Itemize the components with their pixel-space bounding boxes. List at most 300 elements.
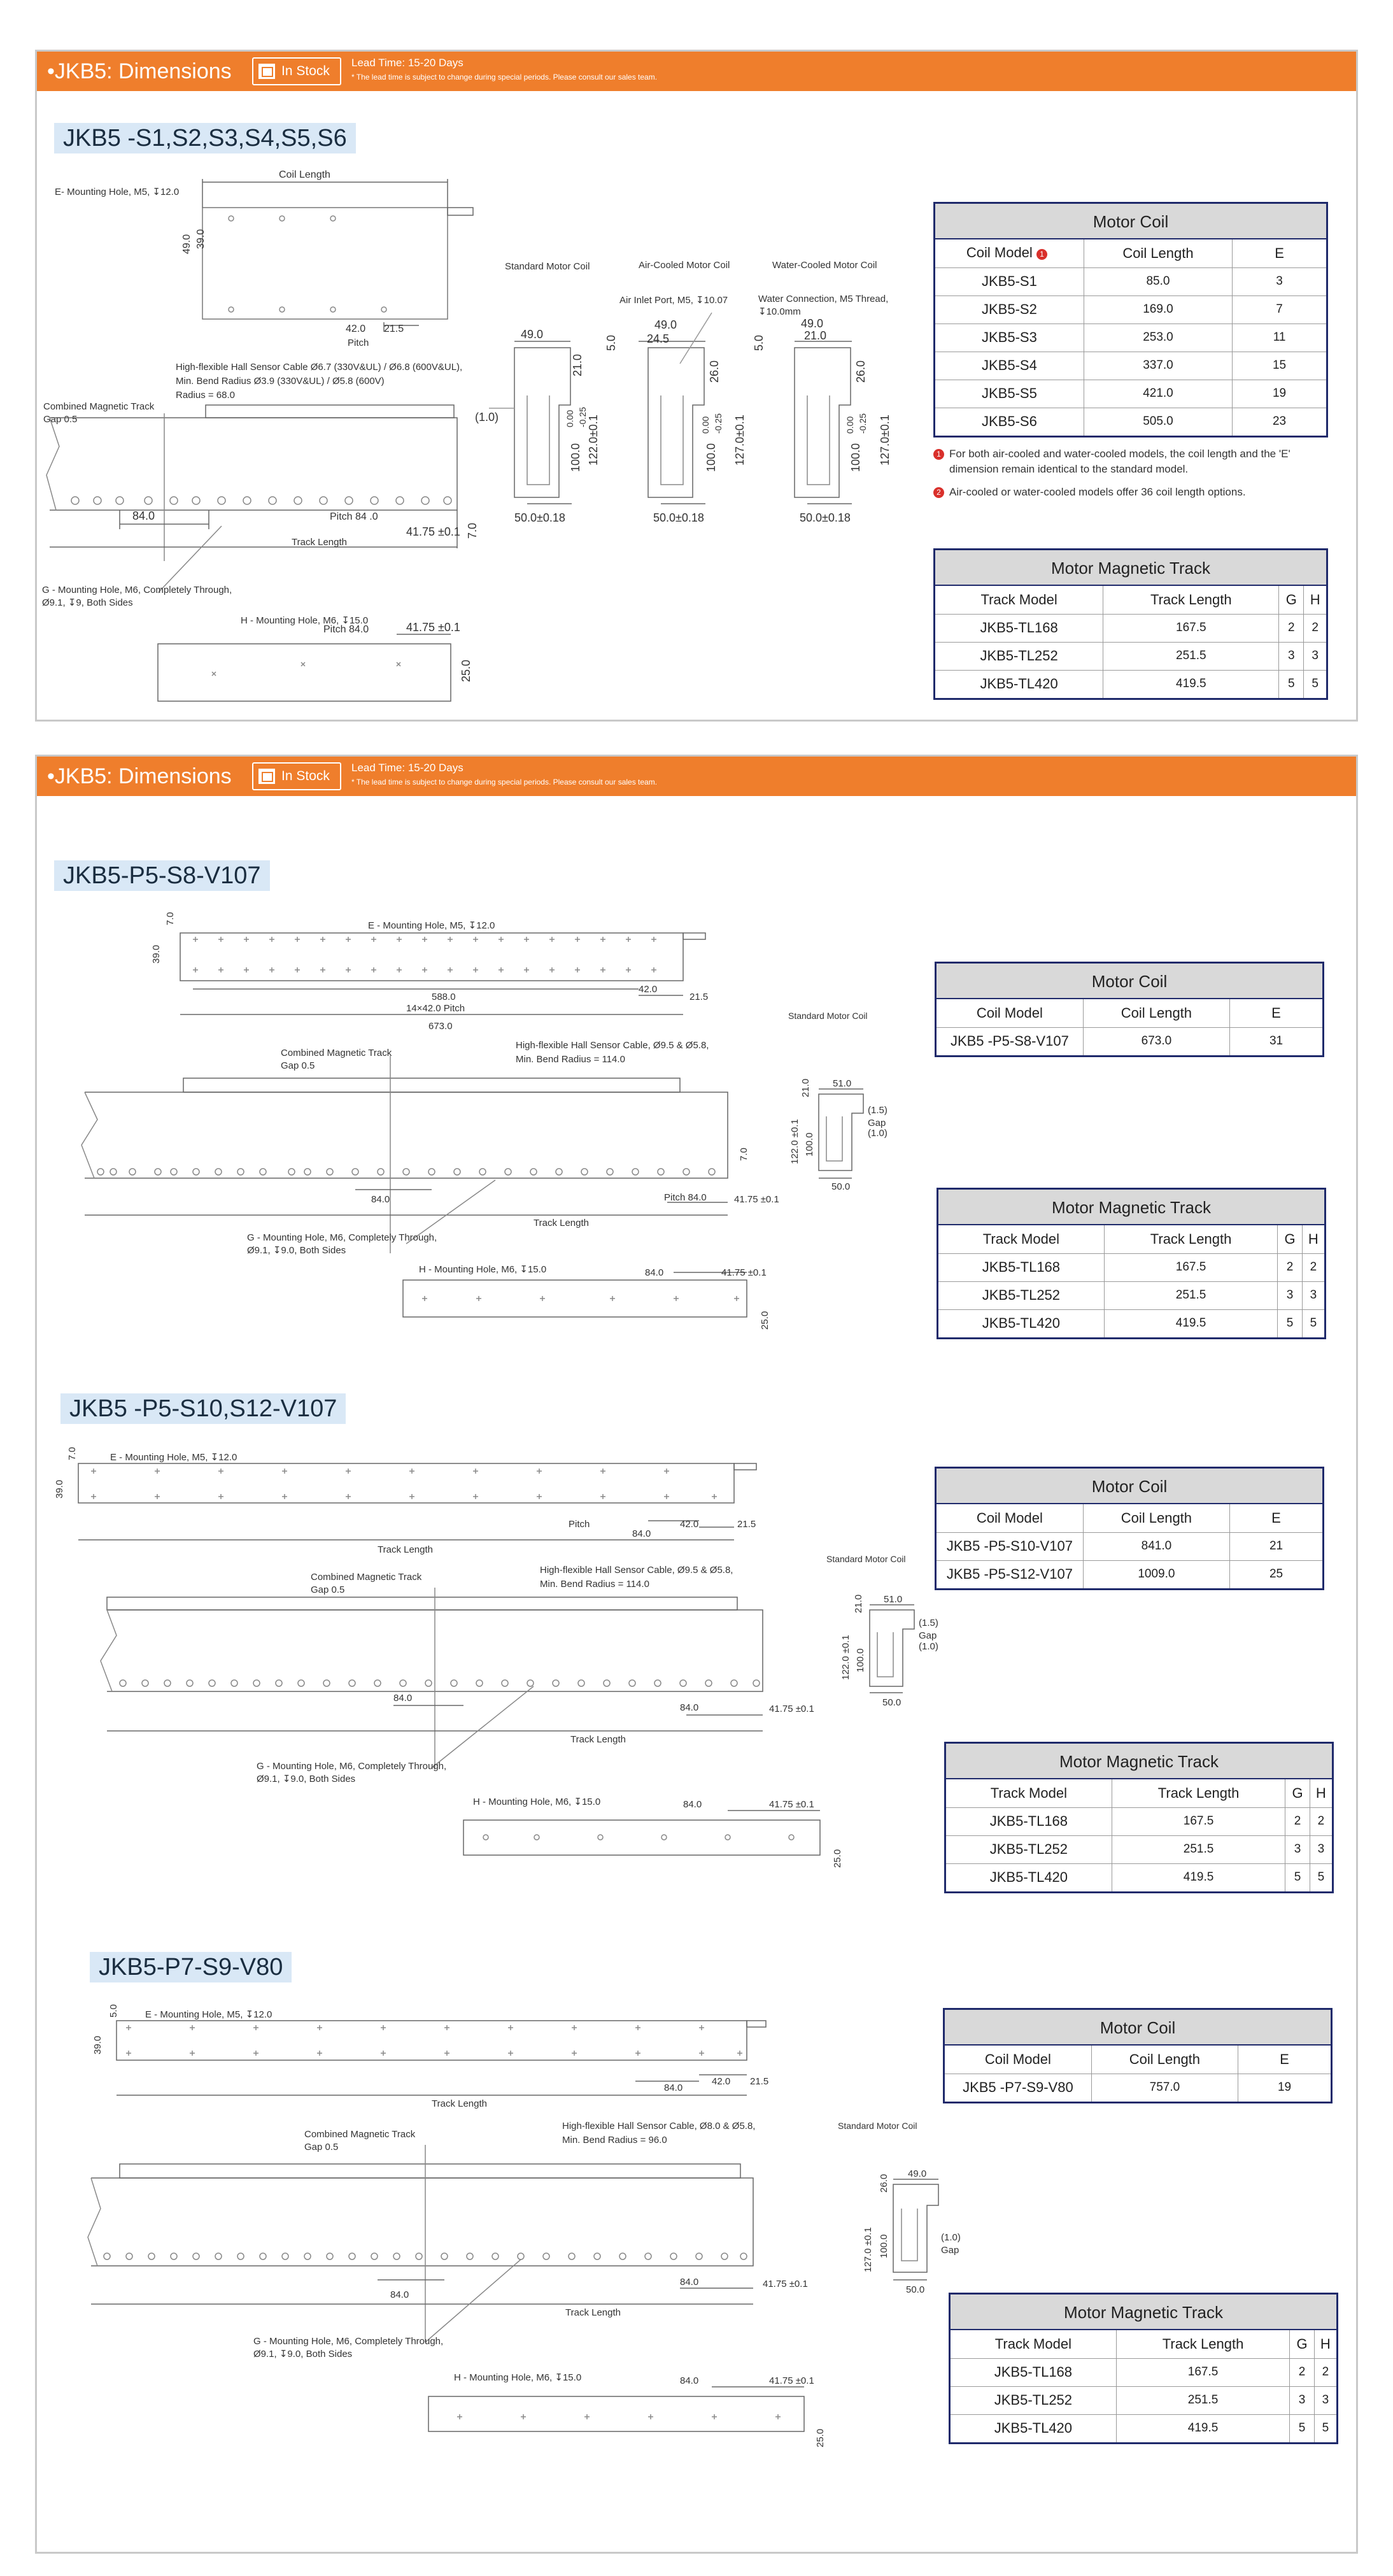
dim-label: Pitch 84 .0 [330, 511, 378, 522]
cell: 421.0 [1084, 380, 1232, 408]
dim-label: 5.0 [753, 334, 765, 351]
footnote-text: Air-cooled or water-cooled models offer 36 coil length options. [949, 486, 1246, 498]
drawing-p7-s9 [37, 1986, 961, 2546]
dim-label: (1.5) [868, 1105, 887, 1116]
cell: 3 [1304, 642, 1326, 670]
dim-label: 100.0 [879, 2234, 889, 2258]
table-row [935, 408, 1326, 436]
dim-label: 24.5 [647, 332, 670, 345]
dim-label: Track Length [292, 537, 347, 548]
dim-label: 84.0 [680, 1702, 699, 1713]
table-row [951, 2358, 1336, 2386]
section-title: •JKB5: Dimensions [47, 59, 232, 83]
cell: 5 [1279, 670, 1304, 698]
cell: 5 [1290, 2414, 1314, 2442]
motor-coil-table [943, 2008, 1333, 2103]
cell: 5 [1285, 1863, 1310, 1891]
header-cell: Coil Length [1091, 2046, 1238, 2074]
dim-label: 50.0 [831, 1181, 851, 1192]
dim-label: (1.5) [919, 1618, 938, 1628]
assembly-side-view [91, 2178, 753, 2266]
g-hole-note: Ø9.1, ↧9.0, Both Sides [253, 2349, 353, 2359]
dim-label: 5.0 [108, 2004, 119, 2017]
cross-section-std [819, 1089, 863, 1178]
g-hole-note: Ø9.1, ↧9.0, Both Sides [247, 1245, 346, 1256]
mounting-hole-e [126, 2025, 742, 2056]
section-title-std: Standard Motor Coil [826, 1554, 906, 1564]
table-row [946, 1807, 1332, 1835]
mounting-hole-e [91, 1469, 717, 1499]
cell: 2 [1278, 1253, 1302, 1281]
mounting-hole-g [120, 1680, 760, 1686]
table-row [951, 2386, 1336, 2414]
mounting-hole-h [483, 1835, 794, 1840]
model-title: JKB5-P5-S8-V107 [54, 860, 270, 891]
header-cell: G [1278, 1225, 1302, 1253]
table-header-row [935, 239, 1326, 267]
dim-label: 50.0±0.18 [653, 511, 704, 524]
cell: 2 [1302, 1253, 1324, 1281]
e-hole-note: E - Mounting Hole, M5, ↧12.0 [145, 2009, 272, 2020]
track-top-view [428, 2396, 804, 2431]
table-row [938, 1281, 1324, 1309]
header-cell: Track Length [1116, 2330, 1290, 2358]
dim-label: 26.0 [708, 360, 721, 383]
cell: 19 [1233, 380, 1326, 408]
dim-label: -0.25 [577, 407, 588, 427]
dim-label: -0.25 [858, 413, 868, 434]
track-top-view [403, 1280, 747, 1317]
cell: 2 [1279, 614, 1304, 642]
dim-label: 50.0±0.18 [800, 511, 851, 524]
cable-note: High-flexible Hall Sensor Cable, Ø9.5 & Ø5.8, [516, 1040, 709, 1051]
cell: JKB5-S2 [935, 295, 1084, 324]
section-title-air: Air-Cooled Motor Coil [639, 260, 730, 271]
dim-label: E- Mounting Hole, M5, ↧12.0 [55, 187, 180, 197]
dim-label: 21.5 [384, 324, 404, 334]
cell: 2 [1304, 614, 1326, 642]
dim-label: 21.5 [737, 1519, 756, 1530]
mounting-hole-e [229, 216, 386, 312]
header-cell: Track Length [1104, 1225, 1278, 1253]
header-cell: Coil Model 1 [935, 239, 1084, 267]
motor-coil-table [935, 1467, 1324, 1590]
dim-label: 84.0 [632, 1528, 651, 1539]
dim-label: 49.0 [908, 2168, 927, 2179]
dim-label: 100.0 [569, 443, 582, 472]
cell: 3 [1278, 1281, 1302, 1309]
e-hole-note: E - Mounting Hole, M5, ↧12.0 [368, 920, 495, 931]
assembly-side-view [85, 1092, 728, 1178]
dim-label: 49.0 [654, 318, 677, 331]
cell: 5 [1322, 2421, 1329, 2435]
cell: 5 [1317, 1870, 1325, 1884]
cell: 7 [1233, 295, 1326, 324]
dim-label: Gap [919, 1630, 937, 1641]
cell: 419.5 [1116, 2414, 1290, 2442]
dim-label: 84.0 [393, 1693, 413, 1704]
coil-body [183, 1078, 680, 1092]
cable-note: High-flexible Hall Sensor Cable, Ø9.5 & Ø5.8, [540, 1565, 733, 1576]
dim-label: 0.00 [700, 416, 711, 434]
cell: 11 [1233, 324, 1326, 352]
footnote-marker: 1 [1036, 249, 1047, 260]
dim-label: 21.0 [853, 1594, 864, 1613]
dim-label: 84.0 [132, 509, 155, 522]
dim-label: 21.5 [750, 2076, 769, 2087]
dim-label: 42.0 [712, 2076, 731, 2087]
dim-label: (1.0) [475, 411, 499, 423]
lead-time-note: * The lead time is subject to change during special periods. Please consult our sales team. [351, 73, 658, 82]
dim-label: Pitch [569, 1519, 590, 1530]
cell: 5 [1278, 1309, 1302, 1337]
coil-table [937, 1504, 1322, 1588]
cable-note: Min. Bend Radius = 96.0 [562, 2135, 667, 2145]
dim-label: 25.0 [760, 1311, 770, 1330]
dim-label: 26.0 [854, 360, 867, 383]
dim-label: Track Length [534, 1218, 589, 1228]
header-cell: Coil Model [937, 999, 1083, 1027]
header-cell: Track Model [938, 1225, 1104, 1253]
dim-label: 21.0 [800, 1078, 811, 1097]
mounting-hole-e [193, 937, 656, 972]
dim-label: 39.0 [92, 2035, 103, 2054]
header-cell: H [1310, 1779, 1332, 1807]
table-header-row [937, 1504, 1322, 1532]
dim-label: 100.0 [855, 1648, 866, 1672]
h-hole-note: H - Mounting Hole, M6, ↧15.0 [454, 2372, 582, 2383]
header-cell: E [1233, 239, 1326, 267]
cell: 2 [1290, 2358, 1314, 2386]
table-header-row [946, 1779, 1332, 1807]
coil-table [945, 2046, 1331, 2102]
track-table [951, 2330, 1336, 2442]
table-row [935, 670, 1326, 698]
water-note: ↧10.0mm [758, 306, 801, 317]
dim-label: 84.0 [664, 2082, 683, 2093]
dim-label: 42.0 [639, 984, 658, 995]
dim-label: 41.75 ±0.1 [769, 1799, 814, 1810]
lead-time: Lead Time: 15-20 Days [351, 57, 463, 69]
cell: JKB5-TL168 [938, 1253, 1104, 1281]
table-caption: Motor Magnetic Track [946, 1744, 1332, 1779]
in-stock-label: In Stock [281, 769, 330, 783]
dim-label: 7.0 [165, 912, 176, 925]
dim-label: 100.0 [849, 443, 862, 472]
coil-body [206, 405, 454, 418]
cable-note: High-flexible Hall Sensor Cable, Ø8.0 & Ø5.8, [562, 2121, 756, 2131]
cell: 505.0 [1084, 408, 1232, 436]
assembly-side-view [50, 418, 457, 510]
mounting-hole-g [97, 1169, 715, 1175]
dim-label: 41.75 ±0.1 [769, 1704, 814, 1714]
dim-label: 100.0 [705, 443, 718, 472]
cell: JKB5-TL252 [938, 1281, 1104, 1309]
cell: JKB5 -P5-S8-V107 [937, 1027, 1083, 1055]
cell: 31 [1269, 1034, 1283, 1048]
model-title: JKB5 -P5-S10,S12-V107 [60, 1393, 346, 1424]
header-cell: E [1230, 999, 1322, 1027]
mounting-hole-h [212, 662, 400, 676]
table-header-row [945, 2046, 1331, 2074]
dim-label: (1.0) [868, 1128, 887, 1139]
cell: 2 [1285, 1807, 1310, 1835]
dim-label: (1.0) [941, 2232, 961, 2243]
dim-label: 49.0 [521, 328, 544, 341]
track-note: Combined Magnetic Track [43, 401, 155, 412]
water-note: Water Connection, M5 Thread, [758, 294, 889, 304]
coil-body [107, 1597, 737, 1610]
dim-label: 0.00 [565, 409, 575, 427]
cell: JKB5-TL168 [946, 1807, 1112, 1835]
cable-note: High-flexible Hall Sensor Cable Ø6.7 (330V&UL) / Ø6.8 (600V&UL), [176, 362, 463, 373]
header-cell: E [1238, 2046, 1331, 2074]
cable-note: Min. Bend Radius Ø3.9 (330V&UL) / Ø5.8 (600V) [176, 376, 385, 387]
dim-label: 127.0±0.1 [879, 415, 891, 466]
cell: JKB5-S1 [935, 267, 1084, 295]
dim-label: Pitch 84.0 [323, 624, 369, 635]
table-row [935, 352, 1326, 380]
cell: JKB5-TL420 [951, 2414, 1116, 2442]
dim-label: 100.0 [804, 1132, 815, 1156]
dim-label: 41.75 ±0.1 [406, 525, 460, 538]
section-title-std: Standard Motor Coil [505, 261, 590, 272]
coil-body [120, 2164, 740, 2178]
dim-label: Track Length [565, 2307, 621, 2318]
dim-label: 49.0 [181, 234, 192, 254]
dim-label: 14×42.0 Pitch [406, 1003, 465, 1014]
dim-label: Track Length [570, 1734, 626, 1745]
header-cell: Coil Length [1083, 999, 1229, 1027]
h-hole-note: H - Mounting Hole, M6, ↧15.0 [241, 615, 369, 626]
dim-label: 5.0 [605, 334, 618, 351]
dim-label: 673.0 [428, 1021, 453, 1032]
cable-note: Min. Bend Radius = 114.0 [540, 1579, 649, 1590]
header-cell: Coil Length [1084, 239, 1232, 267]
dim-label: 84.0 [683, 1799, 702, 1810]
drawing-p5-s10-s12 [37, 1425, 938, 1998]
header-cell: G [1285, 1779, 1310, 1807]
dim-label: 41.75 ±0.1 [769, 2375, 814, 2386]
dim-label: Pitch [348, 338, 369, 348]
table-row [937, 1560, 1322, 1588]
cell: JKB5-S4 [935, 352, 1084, 380]
header-cell: Coil Length [1083, 1504, 1229, 1532]
dim-label: 21.0 [571, 353, 584, 376]
dim-label: 588.0 [432, 992, 456, 1002]
cell: 251.5 [1116, 2386, 1290, 2414]
dim-label: 26.0 [879, 2174, 889, 2193]
cell: 841.0 [1083, 1532, 1229, 1560]
dim-label: 51.0 [884, 1594, 903, 1605]
dim-label: 42.0 [346, 324, 366, 334]
dim-label: 84.0 [645, 1267, 664, 1278]
dim-label: 21.5 [689, 992, 709, 1002]
dim-label: 84.0 [680, 2277, 699, 2288]
cell: JKB5 -P5-S12-V107 [937, 1560, 1083, 1588]
dim-label: Track Length [378, 1544, 433, 1555]
dim-label: (1.0) [919, 1641, 938, 1652]
header-cell: Track Model [935, 586, 1103, 614]
h-hole-note: H - Mounting Hole, M6, ↧15.0 [419, 1264, 547, 1275]
g-hole-note: G - Mounting Hole, M6, Completely Through, [247, 1232, 437, 1243]
e-hole-note: E - Mounting Hole, M5, ↧12.0 [110, 1452, 237, 1463]
dim-label: 84.0 [680, 2375, 699, 2386]
dim-label: 122.0±0.1 [587, 415, 600, 466]
cell: JKB5-TL252 [951, 2386, 1116, 2414]
dim-label: 39.0 [195, 229, 206, 249]
header-cell: E [1230, 1504, 1322, 1532]
table-caption: Motor Coil [937, 1469, 1322, 1504]
cell: 5 [1312, 677, 1319, 691]
cell: 251.5 [1112, 1835, 1285, 1863]
magnetic-track-table [944, 1742, 1334, 1893]
magnetic-track-table [937, 1188, 1326, 1339]
cell: 167.5 [1116, 2358, 1290, 2386]
model-title: JKB5-P7-S9-V80 [90, 1952, 292, 1982]
lead-time-note: * The lead time is subject to change during special periods. Please consult our sales team. [351, 778, 658, 786]
air-port-note: Air Inlet Port, M5, ↧10.07 [619, 295, 728, 306]
in-stock-label: In Stock [281, 64, 330, 78]
cell: 21 [1230, 1532, 1322, 1560]
g-hole-note: Ø9.1, ↧9.0, Both Sides [257, 1774, 356, 1784]
header-cell: Track Length [1112, 1779, 1285, 1807]
cell: 85.0 [1084, 267, 1232, 295]
cell: 673.0 [1083, 1027, 1229, 1055]
dim-label: 84.0 [371, 1194, 390, 1205]
table-row [938, 1253, 1324, 1281]
cable-stub [448, 208, 473, 215]
cell: 167.5 [1104, 1253, 1278, 1281]
header-cell: G [1290, 2330, 1314, 2358]
section-title-water: Water-Cooled Motor Coil [772, 260, 877, 271]
header-cell: Coil Model [937, 1504, 1083, 1532]
motor-coil-table [935, 962, 1324, 1057]
cell: 1009.0 [1083, 1560, 1229, 1588]
dim-label: 7.0 [466, 522, 479, 539]
drawing-p5-s8 [37, 757, 887, 1342]
model-title: JKB5 -S1,S2,S3,S4,S5,S6 [54, 123, 356, 153]
g-hole-note: Ø9.1, ↧9, Both Sides [42, 597, 133, 608]
coil-top-view [78, 1463, 734, 1503]
track-note: Combined Magnetic Track [311, 1572, 422, 1583]
cell: 25 [1269, 1567, 1283, 1581]
mounting-hole-g [71, 497, 451, 504]
coil-top-view [180, 933, 683, 981]
g-hole-note: G - Mounting Hole, M6, Completely Through, [253, 2336, 444, 2347]
dim-label: 50.0±0.18 [514, 511, 565, 524]
track-top-view [158, 644, 451, 701]
table-header-row [935, 586, 1326, 614]
section-title-std: Standard Motor Coil [788, 1011, 868, 1021]
dim-label: 39.0 [54, 1479, 65, 1498]
cell: JKB5 -P7-S9-V80 [945, 2074, 1091, 2102]
track-top-view [463, 1820, 820, 1855]
cell: JKB5-TL420 [946, 1863, 1112, 1891]
dimensions-panel-1 [35, 50, 1358, 722]
cell: JKB5-TL420 [938, 1309, 1104, 1337]
header-cell: G [1279, 586, 1304, 614]
cell: 3 [1314, 2386, 1336, 2414]
table-caption: Motor Magnetic Track [938, 1190, 1324, 1225]
cell: 2 [1314, 2358, 1336, 2386]
cross-section-water [795, 341, 852, 504]
dim-label: -0.25 [713, 413, 723, 434]
table-caption: Motor Magnetic Track [935, 550, 1326, 586]
cell: 3 [1302, 1281, 1324, 1309]
cell: JKB5-S3 [935, 324, 1084, 352]
cell: 23 [1272, 415, 1287, 429]
header-cell: H [1304, 586, 1326, 614]
cell: 3 [1310, 1835, 1332, 1863]
track-table [946, 1779, 1332, 1891]
table-row [951, 2414, 1336, 2442]
g-hole-note: G - Mounting Hole, M6, Completely Through, [257, 1761, 447, 1772]
coil-table [935, 239, 1326, 436]
table-row [937, 1532, 1322, 1560]
dim-label: 7.0 [739, 1148, 749, 1161]
track-note: Gap 0.5 [304, 2142, 339, 2153]
section-title: •JKB5: Dimensions [47, 764, 232, 788]
mounting-hole-h [457, 2414, 781, 2419]
table-caption: Motor Magnetic Track [951, 2295, 1336, 2330]
dim-label: 41.75 ±0.1 [734, 1194, 779, 1205]
table-row [946, 1863, 1332, 1891]
dim-label: 7.0 [67, 1447, 78, 1460]
g-hole-note: G - Mounting Hole, M6, Completely Through, [42, 585, 232, 595]
cell: 3 [1279, 642, 1304, 670]
motor-coil-table [933, 202, 1328, 438]
cell: JKB5-TL420 [935, 670, 1103, 698]
cell: 3 [1290, 2386, 1314, 2414]
table-header-row [938, 1225, 1324, 1253]
magnetic-track-table [949, 2293, 1338, 2444]
track-table [935, 586, 1326, 698]
dim-label: 41.75 ±0.1 [763, 2279, 808, 2289]
dim-label: 122.0 ±0.1 [789, 1119, 800, 1164]
table-caption: Motor Coil [937, 964, 1322, 999]
h-hole-note: H - Mounting Hole, M6, ↧15.0 [473, 1797, 601, 1807]
dim-label: 0.00 [845, 416, 855, 434]
track-note: Gap 0.5 [281, 1060, 315, 1071]
dim-label: 25.0 [832, 1849, 843, 1868]
header-cell: Track Model [946, 1779, 1112, 1807]
drawing-s-series [37, 52, 928, 688]
cell: JKB5-S6 [935, 408, 1084, 436]
cell: 167.5 [1103, 614, 1279, 642]
header-cell: Track Model [951, 2330, 1116, 2358]
dim-label: Gap [941, 2245, 959, 2256]
table-row [945, 2074, 1331, 2102]
cell: 419.5 [1104, 1309, 1278, 1337]
cell: JKB5-TL252 [946, 1835, 1112, 1863]
dim-label: 84.0 [390, 2289, 409, 2300]
track-note: Combined Magnetic Track [304, 2129, 416, 2140]
cell: JKB5 -P5-S10-V107 [937, 1532, 1083, 1560]
cell: 3 [1233, 267, 1326, 295]
cross-section-std [870, 1605, 914, 1693]
cell: 419.5 [1112, 1863, 1285, 1891]
table-header-row [951, 2330, 1336, 2358]
dimensions-panel-2 [35, 755, 1358, 2554]
cell: 251.5 [1103, 642, 1279, 670]
dim-label: 49.0 [801, 317, 824, 330]
magnetic-track-table [933, 548, 1328, 700]
cable-note: Radius = 68.0 [176, 390, 235, 401]
dim-label: 50.0 [906, 2284, 925, 2295]
cell: JKB5-S5 [935, 380, 1084, 408]
table-row [935, 614, 1326, 642]
